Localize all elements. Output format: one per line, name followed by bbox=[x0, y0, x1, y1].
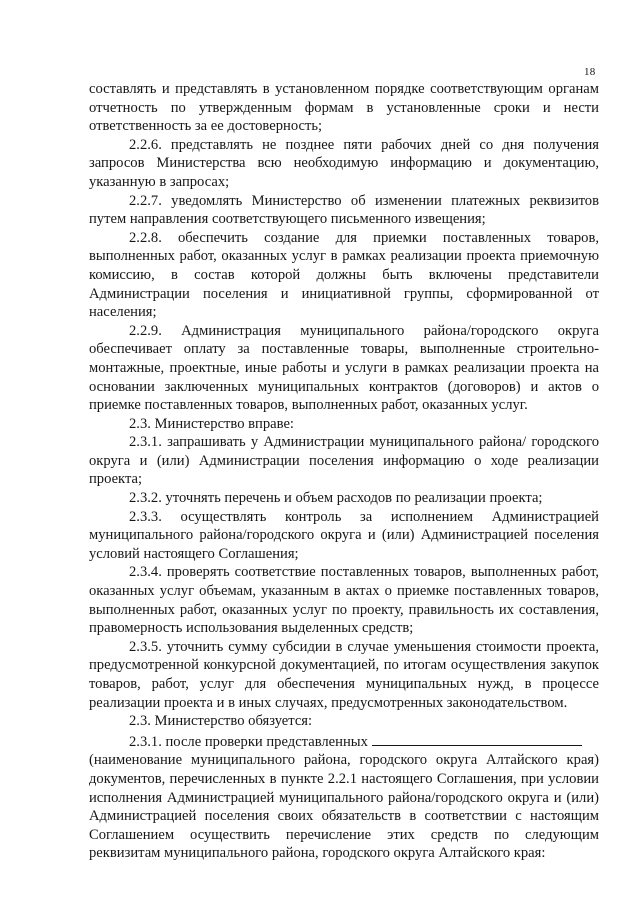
paragraph-p-2-3-1 bbox=[89, 433, 599, 489]
body-text bbox=[89, 80, 599, 863]
paragraph-text: 2.3.5. уточнить сумму субсидии в случае уменьшения стоимости проекта, предусмотренной конкурсной документацией, по итогам осуществления закупок товаров, работ, услуг для обеспечения муниципальных нужд, в процессе реализации проекта и в иных случаях, предусмотренных законодательством. bbox=[89, 638, 599, 711]
paragraph-text: 2.2.7. уведомлять Министерство об изменении платежных реквизитов путем направления соответствующего письменного извещения; bbox=[89, 192, 599, 228]
fill-in-blank-line bbox=[372, 731, 582, 746]
paragraph-p-2-3-2 bbox=[89, 489, 599, 508]
paragraph-text: 2.3.3. осуществлять контроль за исполнением Администрацией муниципального района/городского округа и (или) Администрацией поселения условий настоящего Соглашения; bbox=[89, 508, 599, 562]
paragraph-text: 2.3.1. после проверки представленных bbox=[129, 733, 368, 750]
paragraph-text: 2.3. Министерство вправе: bbox=[129, 415, 294, 432]
paragraph-p-cont bbox=[89, 80, 599, 136]
paragraph-p-2-2-6 bbox=[89, 136, 599, 192]
paragraph-text: 2.2.9. Администрация муниципального района/городского округа обеспечивает оплату за поставленные товары, выполненные строительно-монтажные, проектные, иные работы и услуги в рамках реализации проекта на основании заключенных муниципальных контрактов (договоров) и актов о приемке поставленных товаров, выполненных работ, оказанных услуг. bbox=[89, 322, 599, 414]
page-number: 18 bbox=[584, 66, 596, 78]
paragraph-text: 2.3.1. запрашивать у Администрации муниципального района/ городского округа и (или) Администрации поселения информацию о ходе реализации проекта; bbox=[89, 434, 599, 488]
paragraph-p-2-3-b bbox=[89, 712, 599, 731]
paragraph-p-2-3-3 bbox=[89, 508, 599, 564]
paragraph-p-2-3-1-b bbox=[89, 731, 599, 752]
paragraph-text: составлять и представлять в установленном порядке соответствующим органам отчетность по утвержденным формам в установленные сроки и нести ответственность за ее достоверность; bbox=[89, 81, 599, 135]
paragraph-p-2-2-8 bbox=[89, 229, 599, 322]
paragraph-text: 2.3. Министерство обязуется: bbox=[129, 713, 313, 730]
paragraph-text: 2.2.6. представлять не позднее пяти рабочих дней со дня получения запросов Министерства всю необходимую информацию и документацию, указанную в запросах; bbox=[89, 136, 599, 190]
paragraph-p-2-2-9 bbox=[89, 322, 599, 415]
paragraph-text: (наименование муниципального района, городского округа Алтайского края) документов, перечисленных в пункте 2.2.1 настоящего Соглашения, при условии исполнения Администрацией муниципального района/городского округа и (или) Администрацией поселения своих обязательств в соответствии с настоящим Соглашением осуществить перечисление этих средств по следующим реквизитам муниципального района, городского округа Алтайского края: bbox=[89, 752, 599, 862]
paragraph-p-2-3-1-c bbox=[89, 751, 599, 863]
paragraph-text: 2.3.2. уточнять перечень и объем расходов по реализации проекта; bbox=[129, 490, 543, 507]
paragraph-text: 2.3.4. проверять соответствие поставленных товаров, выполненных работ, оказанных услуг объемам, указанным в актах о приемке поставленных товаров, выполненных работ, оказанных услуг по проекту, правильность их составления, правомерность использования выделенных средств; bbox=[89, 564, 599, 637]
paragraph-p-2-3-4 bbox=[89, 563, 599, 637]
paragraph-text: 2.2.8. обеспечить создание для приемки поставленных товаров, выполненных работ, оказанных услуг в рамках реализации проекта приемочную комиссию, в состав которой должны быть включены представители Администрации поселения и инициативной группы, сформированной от населения; bbox=[89, 229, 599, 321]
paragraph-p-2-3-5 bbox=[89, 638, 599, 712]
paragraph-p-2-2-7 bbox=[89, 192, 599, 229]
paragraph-p-2-3 bbox=[89, 415, 599, 434]
